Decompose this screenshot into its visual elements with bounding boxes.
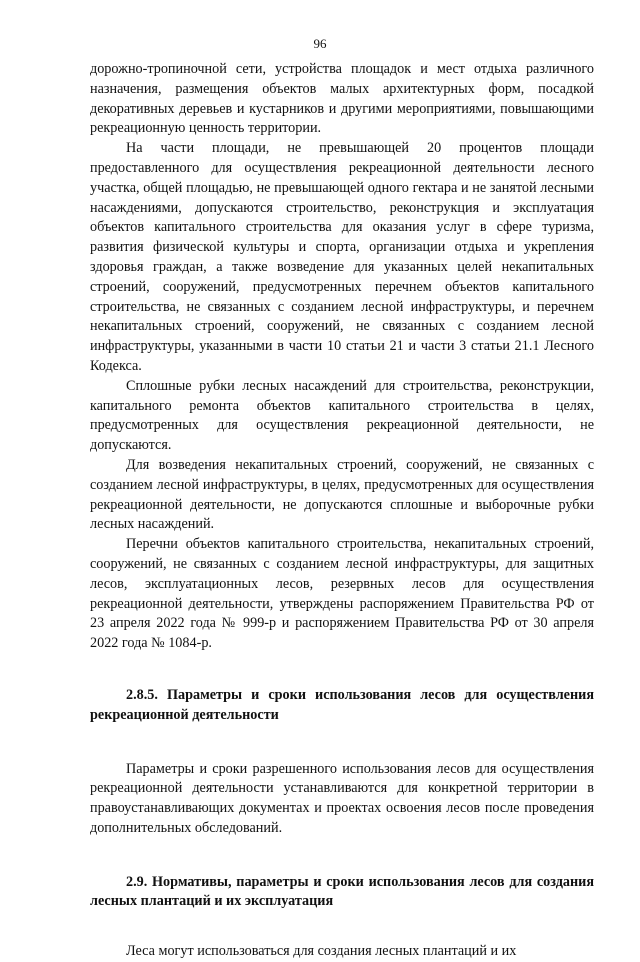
paragraph-temporary-structures: Для возведения некапитальных строений, сооружений, не связанных с созданием лесной инфраструктуры, в целях, предусмотренных для осуществления рекреационной деятельности, не допускаются сплошные и выборочные рубки лесных насаждений. [90,456,594,533]
paragraph-lists-of-objects: Перечни объектов капитального строительства, некапитальных строений, сооружений, не связанных с созданием лесной инфраструктуры, для защитных лесов, эксплуатационных лесов, резервных лесов для осуществления рекреационной деятельности, утверждены распоряжением Правительства РФ от 23 апреля 2022 года № 999-р и распоряжением Правительства РФ от 30 апреля 2022 года № 1084-р. [90,536,594,652]
page-content [90,60,594,962]
page-number: 96 [313,36,327,51]
section-text-2-9: Леса могут использоваться для создания лесных плантаций и их [126,943,517,960]
section-text-2-8-5: Параметры и сроки разрешенного использования лесов для осуществления рекреационной деятельности устанавливаются для конкретной территории в правоустанавливающих документах и проектах освоения лесов после проведения дополнительных обследований. [90,760,594,836]
paragraph-continuation: дорожно-тропиночной сети, устройства площадок и мест отдыха различного назначения, размещения объектов малых архитектурных форм, посадкой декоративных деревьев и кустарников и другими мероприятиями, повышающими рекреационную ценность территории. [90,61,594,137]
paragraph-construction-allowance: На части площади, не превышающей 20 процентов площади предоставленного для осуществления рекреационной деятельности лесного участка, общей площадью, не превышающей одного гектара и не занятой лесными насаждениями, допускаются строительство, реконструкция и эксплуатация объектов капитального строительства для оказания услуг в сфере туризма, развития физической культуры и спорта, организации отдыха и укрепления здоровья граждан, а также возведение для указанных целей некапитальных строений, сооружений, предусмотренных перечнем объектов капитального строительства, не связанных с созданием лесной инфраструктуры, и перечнем некапитальных строений, сооружений, не связанных с созданием лесной инфраструктуры, указанными в части 10 статьи 21 и части 3 статьи 21.1 Лесного Кодекса. [90,140,594,374]
section-heading-2-9: 2.9. Нормативы, параметры и сроки использования лесов для создания лесных плантаций и их эксплуатация [90,873,594,910]
paragraph-clear-cutting-ban: Сплошные рубки лесных насаждений для строительства, реконструкции, капитального ремонта объектов капитального строительства в целях, предусмотренных для осуществления рекреационной деятельности, не допускаются. [90,377,594,454]
section-heading-2-8-5: 2.8.5. Параметры и сроки использования лесов для осуществления рекреационной деятельности [90,686,594,723]
